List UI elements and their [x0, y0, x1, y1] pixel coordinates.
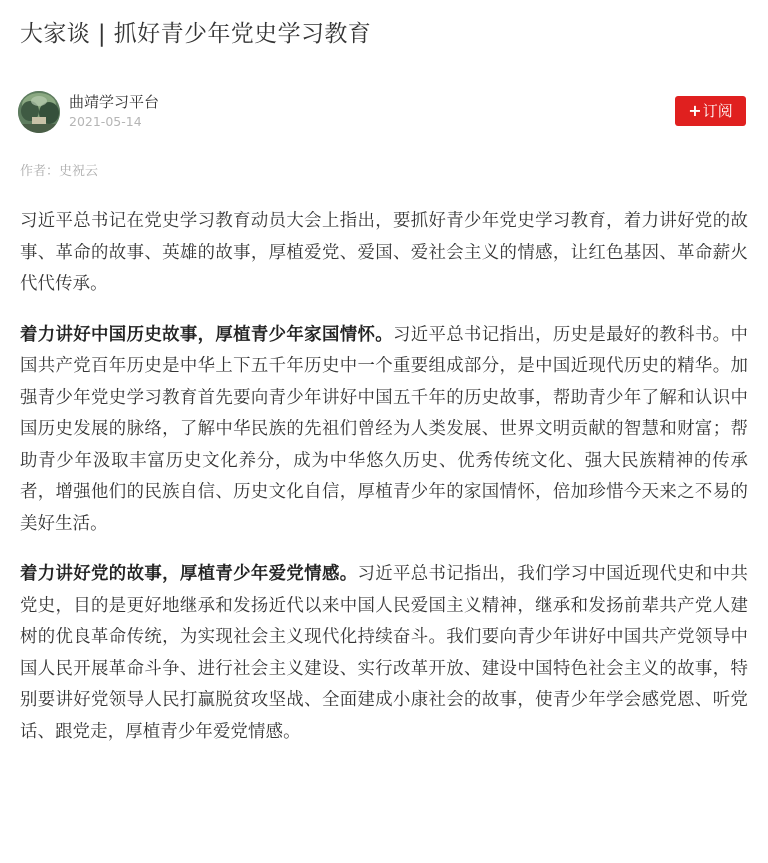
article-body	[20, 206, 748, 767]
paragraph-lead: 着力讲好中国历史故事，厚植青少年家国情怀。	[20, 324, 393, 345]
publish-date: 2021-05-14	[69, 114, 142, 129]
byline-label: 作者：	[20, 164, 60, 179]
byline-author: 史祝云	[59, 164, 99, 179]
paragraph	[20, 206, 748, 301]
article-title: 大家谈 | 抓好青少年党史学习教育	[20, 21, 372, 47]
avatar[interactable]	[18, 91, 60, 133]
avatar-landscape-icon	[18, 91, 60, 133]
paragraph-text: 习近平总书记在党史学习教育动员大会上指出，要抓好青少年党史学习教育，着力讲好党的故事、革命的故事、英雄的故事，厚植爱党、爱国、爱社会主义的情感，让红色基因、革命薪火代代传承。	[20, 211, 748, 294]
publisher-name[interactable]: 曲靖学习平台	[69, 93, 160, 111]
subscribe-button[interactable]	[675, 96, 746, 126]
paragraph	[20, 320, 748, 541]
subscribe-label: 订阅	[702, 102, 733, 120]
author-byline	[20, 163, 98, 181]
paragraph-lead: 着力讲好党的故事，厚植青少年爱党情感。	[20, 564, 358, 584]
paragraph-text: 习近平总书记指出，我们学习中国近现代史和中共党史，目的是更好地继承和发扬近代以来中国人民爱国主义精神，继承和发扬前辈共产党人建树的优良革命传统，为实现社会主义现代化持续奋斗。我们要向青少年讲好中国共产党领导中国人民开展革命斗争、进行社会主义建设、实行改革开放、建设中国特色社会主义的故事，特别要讲好党领导人民打赢脱贫攻坚战、全面建成小康社会的故事，使青少年学会感党恩、听党话、跟党走，厚植青少年爱党情感。	[20, 564, 748, 742]
plus-icon: +	[688, 101, 702, 120]
paragraph	[20, 559, 748, 748]
publisher-row	[18, 88, 748, 134]
paragraph-text: 习近平总书记指出，历史是最好的教科书。中国共产党百年历史是中华上下五千年历史中一个重要组成部分，是中国近现代历史的精华。加强青少年党史学习教育首先要向青少年讲好中国五千年的历史故事，帮助青少年了解和认识中国历史发展的脉络，了解中华民族的先祖们曾经为人类发展、世界文明贡献的智慧和财富；帮助青少年汲取丰富历史文化养分，成为中华悠久历史、优秀传统文化、强大民族精神的传承者，增强他们的民族自信、历史文化自信，厚植青少年的家国情怀，倍加珍惜今天来之不易的美好生活。	[20, 324, 748, 534]
